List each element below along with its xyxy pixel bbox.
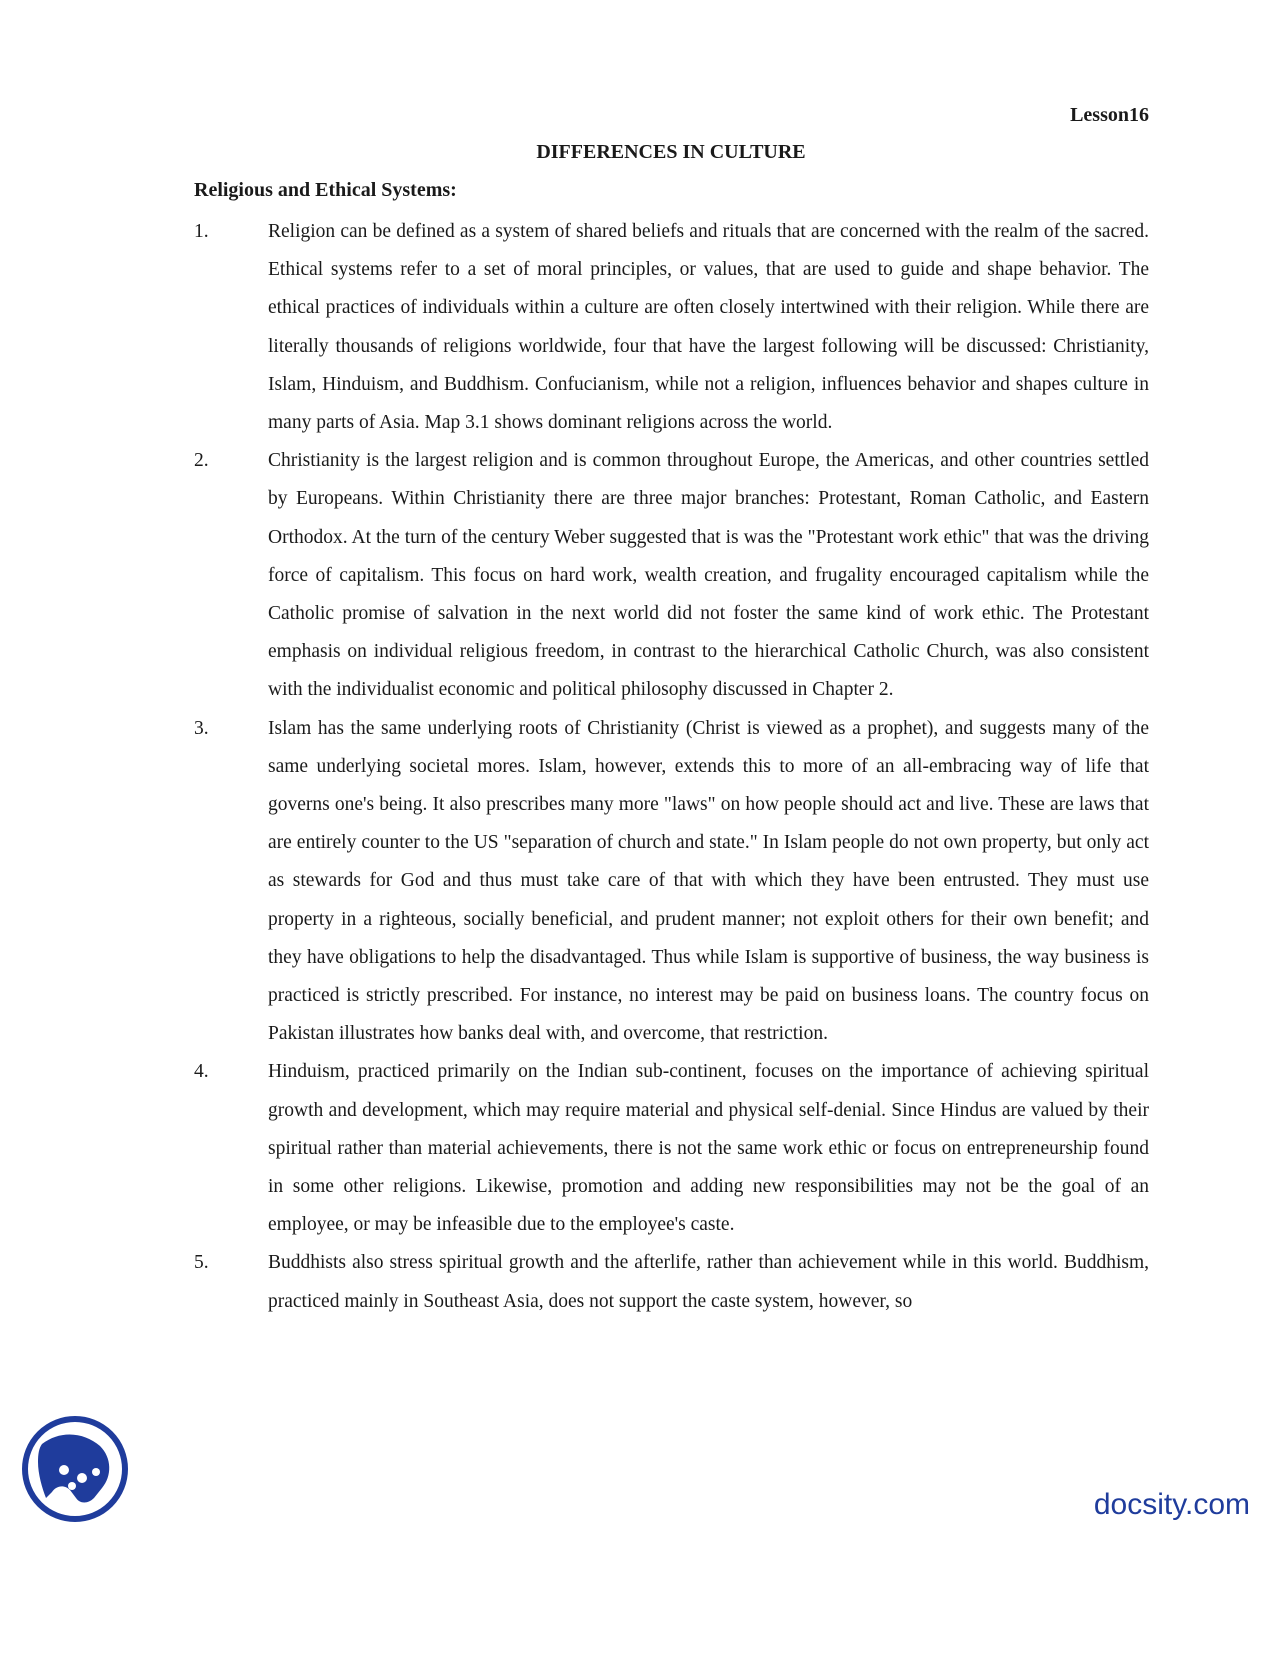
list-item-text: Christianity is the largest religion and is common throughout Europe, the Americas, and other countries settled by Europeans. Within Christianity there are three major branches: Protestant, Roman Catholic, and Eastern Orthodox. At the turn of the century Weber suggested that is was the "Protestant work ethic" that was the driving force of capitalism. This focus on hard work, wealth creation, and frugality encouraged capitalism while the Catholic promise of salvation in the next world did not foster the same kind of work ethic. The Protestant emphasis on individual religious freedom, in contrast to the hierarchical Catholic Church, was also consistent with the individualist economic and political philosophy discussed in Chapter 2. — [268, 450, 1149, 701]
list-item — [194, 710, 1149, 1054]
list-item-number: 1. — [194, 221, 209, 242]
docsity-logo-icon[interactable] — [20, 1414, 130, 1524]
brand-link[interactable]: docsity.com — [1093, 1488, 1250, 1521]
list-item — [194, 442, 1149, 709]
list-item — [194, 213, 1149, 442]
section-heading: Religious and Ethical Systems: — [194, 179, 457, 201]
numbered-list — [194, 213, 1149, 1321]
list-item-number: 3. — [194, 717, 209, 739]
list-item-text: Religion can be defined as a system of shared beliefs and rituals that are concerned with the realm of the sacred. Ethical systems refer to a set of moral principles, or values, that are used to guide and shape behavior. The ethical practices of individuals within a culture are often closely intertwined with their religion. While there are literally thousands of religions worldwide, four that have the largest following will be discussed: Christianity, Islam, Hinduism, and Buddhism. Confucianism, while not a religion, influences behavior and shapes culture in many parts of Asia. Map 3.1 shows dominant religions across the world. — [268, 221, 1149, 434]
list-item — [194, 1053, 1149, 1244]
list-item-number: 2. — [194, 450, 209, 472]
list-item-text: Hinduism, practiced primarily on the Indian sub-continent, focuses on the importance of achieving spiritual growth and development, which may require material and physical self-denial. Since Hindus are valued by their spiritual rather than material achievements, there is not the same work ethic or focus on entrepreneurship found in some other religions. Likewise, promotion and adding new responsibilities may not be the goal of an employee, or may be infeasible due to the employee's caste. — [268, 1061, 1149, 1236]
list-item — [194, 1244, 1149, 1320]
list-item-number: 5. — [194, 1252, 209, 1274]
list-item-number: 4. — [194, 1061, 209, 1083]
document-title: DIFFERENCES IN CULTURE — [536, 141, 806, 163]
lesson-number: Lesson16 — [1070, 104, 1149, 126]
list-item-text: Islam has the same underlying roots of Christianity (Christ is viewed as a prophet), and suggests many of the same underlying societal mores. Islam, however, extends this to more of an all-embracing way of life that governs one's being. It also prescribes many more "laws" on how people should act and live. These are laws that are entirely counter to the US "separation of church and state." In Islam people do not own property, but only act as stewards for God and thus must take care of that with which they have been entrusted. They must use property in a righteous, socially beneficial, and prudent manner; not exploit others for their own benefit; and they have obligations to help the disadvantaged. Thus while Islam is supportive of business, the way business is practiced is strictly prescribed. For instance, no interest may be paid on business loans. The country focus on Pakistan illustrates how banks deal with, and overcome, that restriction. — [268, 717, 1149, 1045]
list-item-text: Buddhists also stress spiritual growth and the afterlife, rather than achievement while in this world. Buddhism, practiced mainly in Southeast Asia, does not support the caste system, however, so — [268, 1252, 1149, 1312]
